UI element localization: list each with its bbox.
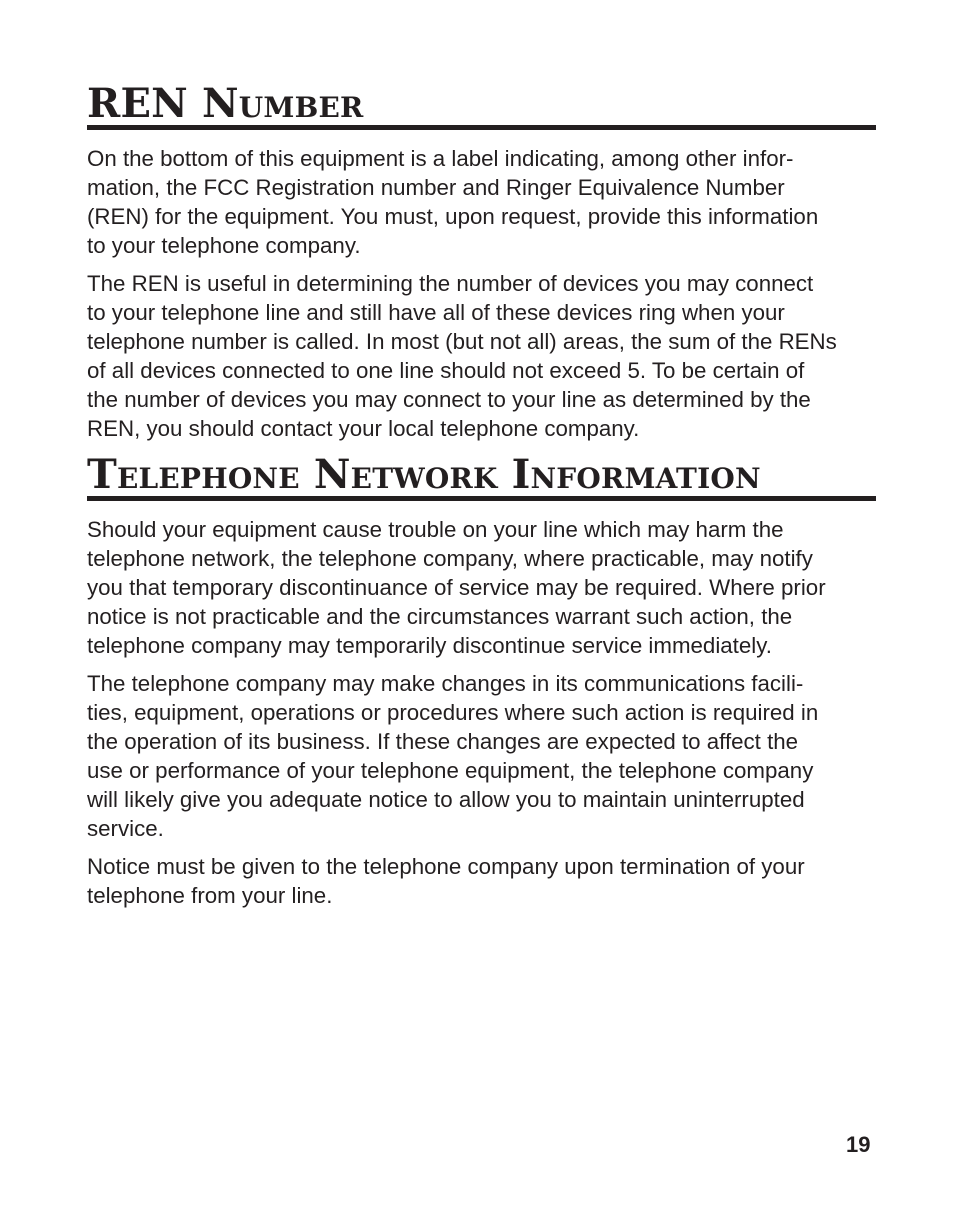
document-page bbox=[87, 80, 876, 910]
paragraph-line: will likely give you adequate notice to allow you to maintain uninterrupted bbox=[87, 787, 805, 812]
paragraph-line: The REN is useful in determining the number of devices you may connect bbox=[87, 271, 814, 296]
paragraph-line: telephone number is called. In most (but not all) areas, the sum of the RENs bbox=[87, 329, 837, 354]
section-heading-ren-number: REN Number bbox=[87, 84, 876, 130]
section-heading-telephone-network-information: Telephone Network Information bbox=[87, 455, 876, 501]
page-number: 19 bbox=[846, 1132, 871, 1157]
paragraph-ren-label bbox=[87, 144, 876, 260]
paragraph-line: Notice must be given to the telephone company upon termination of your bbox=[87, 854, 805, 879]
paragraph-line: Should your equipment cause trouble on your line which may harm the bbox=[87, 517, 784, 542]
paragraph-ren-usefulness bbox=[87, 269, 876, 443]
paragraph-termination-notice bbox=[87, 852, 876, 910]
paragraph-company-changes bbox=[87, 669, 876, 843]
paragraph-line: (REN) for the equipment. You must, upon request, provide this information bbox=[87, 204, 819, 229]
paragraph-line: telephone from your line. bbox=[87, 883, 333, 908]
paragraph-line: telephone network, the telephone company, where practicable, may notify bbox=[87, 546, 813, 571]
paragraph-line: REN, you should contact your local telephone company. bbox=[87, 416, 640, 441]
paragraph-equipment-trouble bbox=[87, 515, 876, 660]
paragraph-line: The telephone company may make changes in its communications facili- bbox=[87, 671, 804, 696]
paragraph-line: notice is not practicable and the circumstances warrant such action, the bbox=[87, 604, 793, 629]
paragraph-line: On the bottom of this equipment is a label indicating, among other infor- bbox=[87, 146, 794, 171]
paragraph-line: mation, the FCC Registration number and Ringer Equivalence Number bbox=[87, 175, 785, 200]
paragraph-line: to your telephone line and still have all of these devices ring when your bbox=[87, 300, 785, 325]
paragraph-line: service. bbox=[87, 816, 164, 841]
paragraph-line: the number of devices you may connect to your line as determined by the bbox=[87, 387, 811, 412]
paragraph-line: use or performance of your telephone equipment, the telephone company bbox=[87, 758, 814, 783]
paragraph-line: telephone company may temporarily discontinue service immediately. bbox=[87, 633, 772, 658]
paragraph-line: the operation of its business. If these changes are expected to affect the bbox=[87, 729, 799, 754]
paragraph-line: of all devices connected to one line should not exceed 5. To be certain of bbox=[87, 358, 805, 383]
paragraph-line: ties, equipment, operations or procedures where such action is required in bbox=[87, 700, 819, 725]
paragraph-line: you that temporary discontinuance of service may be required. Where prior bbox=[87, 575, 826, 600]
paragraph-line: to your telephone company. bbox=[87, 233, 361, 258]
